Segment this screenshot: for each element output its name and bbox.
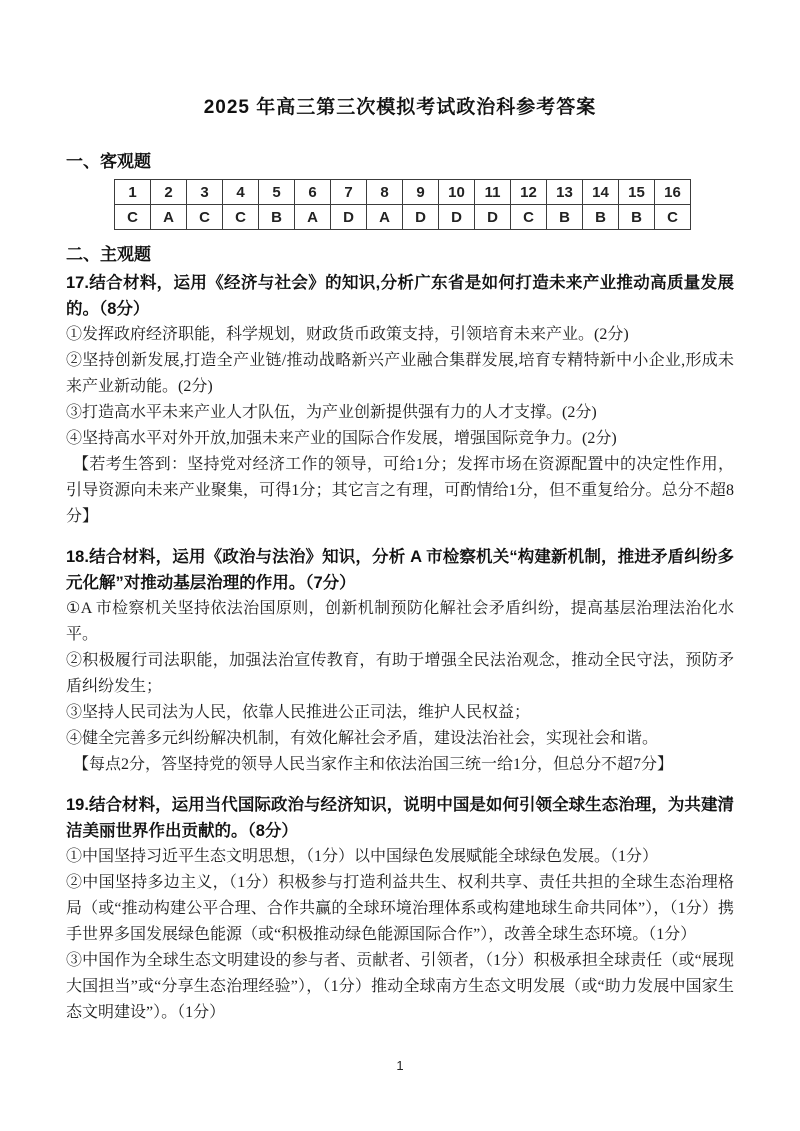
answer-table-answer-cell: B	[547, 205, 583, 230]
answer-table-number-cell: 13	[547, 180, 583, 205]
answer-table-number-cell: 14	[583, 180, 619, 205]
answer-point: ①中国坚持习近平生态文明思想，（1分）以中国绿色发展赋能全球绿色发展。（1分）	[66, 848, 659, 865]
answer-table-answer-cell: B	[259, 205, 295, 230]
answer-table-number-cell: 16	[655, 180, 691, 205]
answer-table-number-row	[115, 180, 691, 205]
answer-table-number-cell: 7	[331, 180, 367, 205]
answer-table-answer-cell: D	[331, 205, 367, 230]
answer-table-answer-cell: C	[187, 205, 223, 230]
answer-table-answer-cell: A	[151, 205, 187, 230]
answer-table-answer-cell: C	[115, 205, 151, 230]
question-block-18	[66, 544, 734, 778]
section-heading-objective: 一、客观题	[66, 152, 151, 171]
answer-table-number-cell: 12	[511, 180, 547, 205]
page-number: 1	[396, 1058, 404, 1073]
answer-table-answer-cell: D	[475, 205, 511, 230]
answer-point: ②中国坚持多边主义，（1分）积极参与打造利益共生、权利共享、责任共担的全球生态治理格局（或“推动构建公平合理、合作共赢的全球环境治理体系或构建地球生命共同体”），（1分）携手世界多国发展绿色能源（或“积极推动绿色能源国际合作”），改善全球生态环境。（1分）	[66, 874, 734, 943]
question-block-19	[66, 792, 734, 1026]
answer-table-answer-cell: A	[367, 205, 403, 230]
answer-table-number-cell: 9	[403, 180, 439, 205]
answer-table-answer-cell: D	[439, 205, 475, 230]
answer-table-answer-cell: C	[655, 205, 691, 230]
answer-table-number-cell: 2	[151, 180, 187, 205]
answer-table-answer-cell: A	[295, 205, 331, 230]
answer-table-number-cell: 8	[367, 180, 403, 205]
answer-table-number-cell: 11	[475, 180, 511, 205]
answer-table-answer-row	[115, 205, 691, 230]
answer-table-number-cell: 15	[619, 180, 655, 205]
question-block-17	[66, 270, 734, 530]
answer-table-number-cell: 4	[223, 180, 259, 205]
answer-table-number-cell: 10	[439, 180, 475, 205]
answer-table-answer-cell: C	[511, 205, 547, 230]
answer-table-answer-cell: B	[583, 205, 619, 230]
section-heading-subjective: 二、主观题	[66, 245, 151, 264]
question-heading: 17.结合材料，运用《经济与社会》的知识,分析广东省是如何打造未来产业推动高质量发展的。（8分）	[66, 274, 734, 318]
answer-point: ④健全完善多元纠纷解决机制，有效化解社会矛盾，建设法治社会，实现社会和谐。	[66, 730, 659, 747]
answer-table-answer-cell: D	[403, 205, 439, 230]
answer-point: ③中国作为全球生态文明建设的参与者、贡献者、引领者，（1分）积极承担全球责任（或“展现大国担当”或“分享生态治理经验”），（1分）推动全球南方生态文明发展（或“助力发展中国家生态文明建设”）。（1分）	[66, 952, 734, 1021]
answer-point: ①A 市检察机关坚持依法治国原则，创新机制预防化解社会矛盾纠纷，提高基层治理法治化水平。	[66, 600, 734, 643]
document-title: 2025 年高三第三次模拟考试政治科参考答案	[203, 97, 597, 118]
question-heading: 19.结合材料，运用当代国际政治与经济知识，说明中国是如何引领全球生态治理，为共建清洁美丽世界作出贡献的。（8分）	[66, 796, 734, 840]
answer-table-number-cell: 6	[295, 180, 331, 205]
answer-point: ④坚持高水平对外开放,加强未来产业的国际合作发展，增强国际竞争力。(2分)	[66, 430, 617, 447]
answer-point: ③坚持人民司法为人民，依靠人民推进公正司法，维护人民权益；	[66, 704, 531, 721]
answer-point: ②积极履行司法职能，加强法治宣传教育，有助于增强全民法治观念，推动全民守法，预防矛盾纠纷发生；	[66, 652, 734, 695]
answer-table-number-cell: 1	[115, 180, 151, 205]
question-heading: 18.结合材料，运用《政治与法治》知识，分析 A 市检察机关“构建新机制，推进矛盾纠纷多元化解”对推动基层治理的作用。（7分）	[66, 548, 734, 592]
answer-point: ②坚持创新发展,打造全产业链/推动战略新兴产业融合集群发展,培育专精特新中小企业,形成未来产业新动能。(2分)	[66, 352, 734, 395]
grading-note: 【每点2分，答坚持党的领导人民当家作主和依法治国三统一给1分，但总分不超7分】	[73, 756, 674, 773]
answer-key-table	[114, 179, 691, 230]
answer-table-number-cell: 3	[187, 180, 223, 205]
answer-point: ③打造高水平未来产业人才队伍，为产业创新提供强有力的人才支撑。(2分)	[66, 404, 597, 421]
answer-point: ①发挥政府经济职能，科学规划，财政货币政策支持，引领培育未来产业。(2分)	[66, 326, 629, 343]
answer-table-answer-cell: B	[619, 205, 655, 230]
answer-table-answer-cell: C	[223, 205, 259, 230]
answer-table-number-cell: 5	[259, 180, 295, 205]
grading-note: 【若考生答到：坚持党对经济工作的领导，可给1分；发挥市场在资源配置中的决定性作用，引导资源向未来产业聚集，可得1分；其它言之有理，可酌情给1分，但不重复给分。总分不超8分】	[66, 456, 734, 525]
